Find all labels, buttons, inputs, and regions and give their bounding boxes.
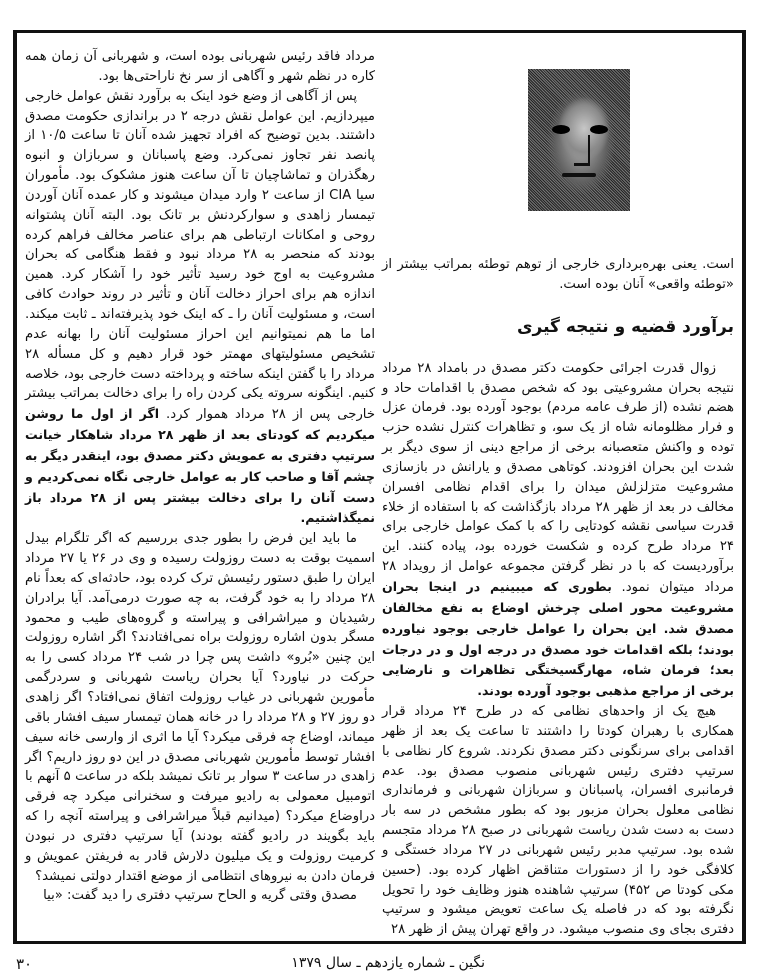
right-column [382, 33, 734, 940]
section-heading: برآورد قضیه و نتیجه گیری [516, 316, 734, 337]
conclusion-paragraph-2: هیچ یک از واحدهای نظامی که در طرح ۲۴ مرداد قرار همکاری با رهبران کودتا را داشتند تا ساعت یک بعد از ظهر اقدامی برای سرنگونی دکتر مصدق نکردند. شروع کار نظامی با سرتیپ دفتری رئیس شهربانی منصوب مصدق بود. عدم فرمانبری افسران، پاسبانان و سربازان شهربانی و فرمانداری نظامی معلول بحران مزبور بود که بطور مشخص در سه بار دست به دست شدن ریاست شهربانی در صبح ۲۸ مرداد متجسم شده بود. سرتیپ مدبر رئیس شهربانی در ۲۷ مرداد خستگی و کلافگی خود را از دستورات متناقض اظهار کرده بود. (حسین مکی کودتا ص ۴۵۲) سرتیپ شاهنده هنوز وظایف خود را تحویل نگرفته بود که در فاصله یک ساعت تعویض میشود و سرتیپ دفتری بجای وی منصوب میشود. در واقع تهران پیش از ظهر ۲۸ [382, 704, 734, 938]
hypothesis-paragraph: ما باید این فرض را بطور جدی بررسیم که اگر تلگرام بیدل اسمیت بوقت به دست روزولت رسیده و وی در ۲۶ یا ۲۷ مرداد ایران را طبق دستور رئیسش ترک کرده بود، حادثه‌ای که بعداً نام ۲۸ مرداد را به خود گرفت، به چه صورت درمی‌آمد. آیا برادران رشیدیان و میراشرافی و پیراسته و گروه‌های طیب و محمود مسگر بدون اشاره روزولت براه نمی‌افتادند؟ اگر اشاره روزولت این چنین «بُرو» داشت پس چرا در شب ۲۴ مرداد کسی را به حرکت در نیاورد؟ آیا بحران ریاست شهربانی و سردرگمی مأمورین شهربانی در غیاب روزولت اتفاق نمی‌افتاد؟ اگر زاهدی دو روز ۲۷ و ۲۸ مرداد را در خانه همان تیمسار سیف افشار باقی میماند، اوضاع چه فرقی میکرد؟ آیا ما اثری از وارسی خانه سیف افشار توسط مأمورین شهربانی مصدق در این دو روز داریم؟ اگر زاهدی در ساعت ۳ سوار بر تانک نمیشد بلکه در ساعت ۵ آنهم با اتومبیل معمولی به رادیو میرفت و سخنرانی میکرد چه فرقی دراوضاع میکرد؟ (میدانیم قبلاً میراشرافی و پیراسته آنچه را که باید بگویند در رادیو گفته بودند) آیا سرتیپ دفتری در نبودن کرمیت روزولت و یک میلیون دلارش قادر به فریفتن عمویش و فرمان دادن به نیروهای انتظامی از موضع اقتدار دولتی نمیشد؟ [25, 531, 376, 884]
foreign-factors-paragraph [25, 87, 375, 530]
foreign-factors-text: پس از آگاهی از وضع خود اینک به برآورد نقش عوامل خارجی میپردازیم. این عوامل نقش درجه ۲ در براندازی حکومت مصدق داشتند. بدین توضیح که افراد تجهیز شده آنان تا ساعت ۱۰/۵ از پانصد نفر تجاوز نمی‌کرد. وضع پاسبانان و سربازان و انبوه رهگذران و تماشاچیان تا آن ساعت هنوز مشکوک بود. مأموران سیا CIA از ساعت ۲ وارد میدان میشوند و کار عمده آنان آوردن تیمسار زاهدی و سوارکردنش بر تانک بود. البته آنان پشتوانه روحی و امکانات ارتباطی هم برای عناصر مخالف فراهم کرده بودند که منحصر به ۲۸ مرداد نبود و فقط هنگامی که بحران مشروعیت به اوج خود رسید تأثیر خود را آشکار کرد. همین اندازه هم برای احراز دخالت آنان و تأثیر در روند حوادث کافی است، و مسئولیت آنان را ـ که اینک خود پذیرفته‌اند ـ ثابت میکند. اما ما هم نمیتوانیم این احراز مسئولیت آنان را بهانه عدم تشخیص مسئولیتهای مهمتر خود قرار دهیم و کل مسأله ۲۸ مرداد را با گفتن اینکه ساخته و پرداخته دست خارجی بود، خلاصه کنیم. اینگونه سروته یکی کردن راه را برای دخالت بمراتب بیشتر خارجی پس از ۲۸ مرداد هموار کرد. [25, 88, 376, 423]
page-number: ۳۰ [16, 955, 33, 973]
article-frame [13, 30, 746, 944]
conclusion-paragraph-1 [382, 359, 734, 702]
portrait-photo [528, 69, 630, 211]
closing-paragraph: مصدق وقتی گریه و الحاح سرتیپ دفتری را دید گفت: «بیا [43, 888, 357, 904]
conclusion-paragraph-1-bold: بطوری که میبینیم در اینجا بحران مشروعیت محور اصلی چرخش اوضاع به نفع مخالفان مصدق شد. این بحران را عوامل خارجی بوجود نیاورده بودند؛ بلکه اقدامات خود مصدق در درجه اول و در درجات بعد؛ فرمان شاه، مهارگسیختگی تظاهرات و نارضایی برخی از مراجع مذهبی بوجود آورده بودند. [382, 578, 734, 699]
photo-mouth [562, 173, 596, 177]
photo-nose [574, 135, 590, 166]
photo-eye-right [590, 125, 608, 134]
photo-container [382, 33, 734, 255]
intro-paragraph: است. یعنی بهره‌برداری خارجی از توهم توطئه بمراتب بیشتر از «توطئه واقعی» آنان بوده است. [382, 257, 734, 292]
continued-paragraph: مرداد فاقد رئیس شهربانی بوده است، و شهربانی آن زمان همه کاره در نظم شهر و آگاهی از سر نخ ناراحتی‌ها بود. [25, 49, 375, 84]
left-column [25, 47, 375, 906]
photo-eye-left [552, 125, 570, 134]
conclusion-paragraph-1-text: زوال قدرت اجرائی حکومت دکتر مصدق در بامداد ۲۸ مرداد نتیجه بحران مشروعیتی بود که شخص مصدق با اقدامات حاد و هضم نشده (از طرف عامه مردم) بوجود آورده بود. فرمان عزل و فرار مظلومانه شاه از یک سو، و تظاهرات کنترل نشده حزب توده و واکنش متعصبانه برخی از مراجع دینی از سوی دیگر بر شدت این بحران افزودند. کوتاهی مصدق و یارانش در بازسازی مشروعیت متزلزلش میدان را برای اقدام نظامی افسران مخالف در بعد از ظهر ۲۸ مرداد بازگذاشت که با استفاده از خلاء قدرت سیاسی نقشه کودتایی را که با کمک عوامل خارجی برای ۲۴ مرداد طرح کرده و شکست خورده بود، پیاده کنند. این برآوردیست که با در نظر گرفتن مجموعه عوامل از رویداد ۲۸ مرداد میتوان نمود. [382, 360, 735, 595]
foreign-factors-bold: اگر از اول ما روشن میکردیم که کودتای بعد از ظهر ۲۸ مرداد شاهکار خیانت سرتیپ دفتری به عمویش دکتر مصدق بود، اینقدر دیگر به چشم آقا و صاحب کار به عوامل خارجی نگاه نمی‌کردیم و دست آنان را برای دخالت بیشتر پس از ۲۸ مرداد باز نمیگذاشتیم. [25, 406, 375, 526]
footer-publication-title: نگین ـ شماره یازدهم ـ سال ۱۳۷۹ [291, 955, 485, 971]
